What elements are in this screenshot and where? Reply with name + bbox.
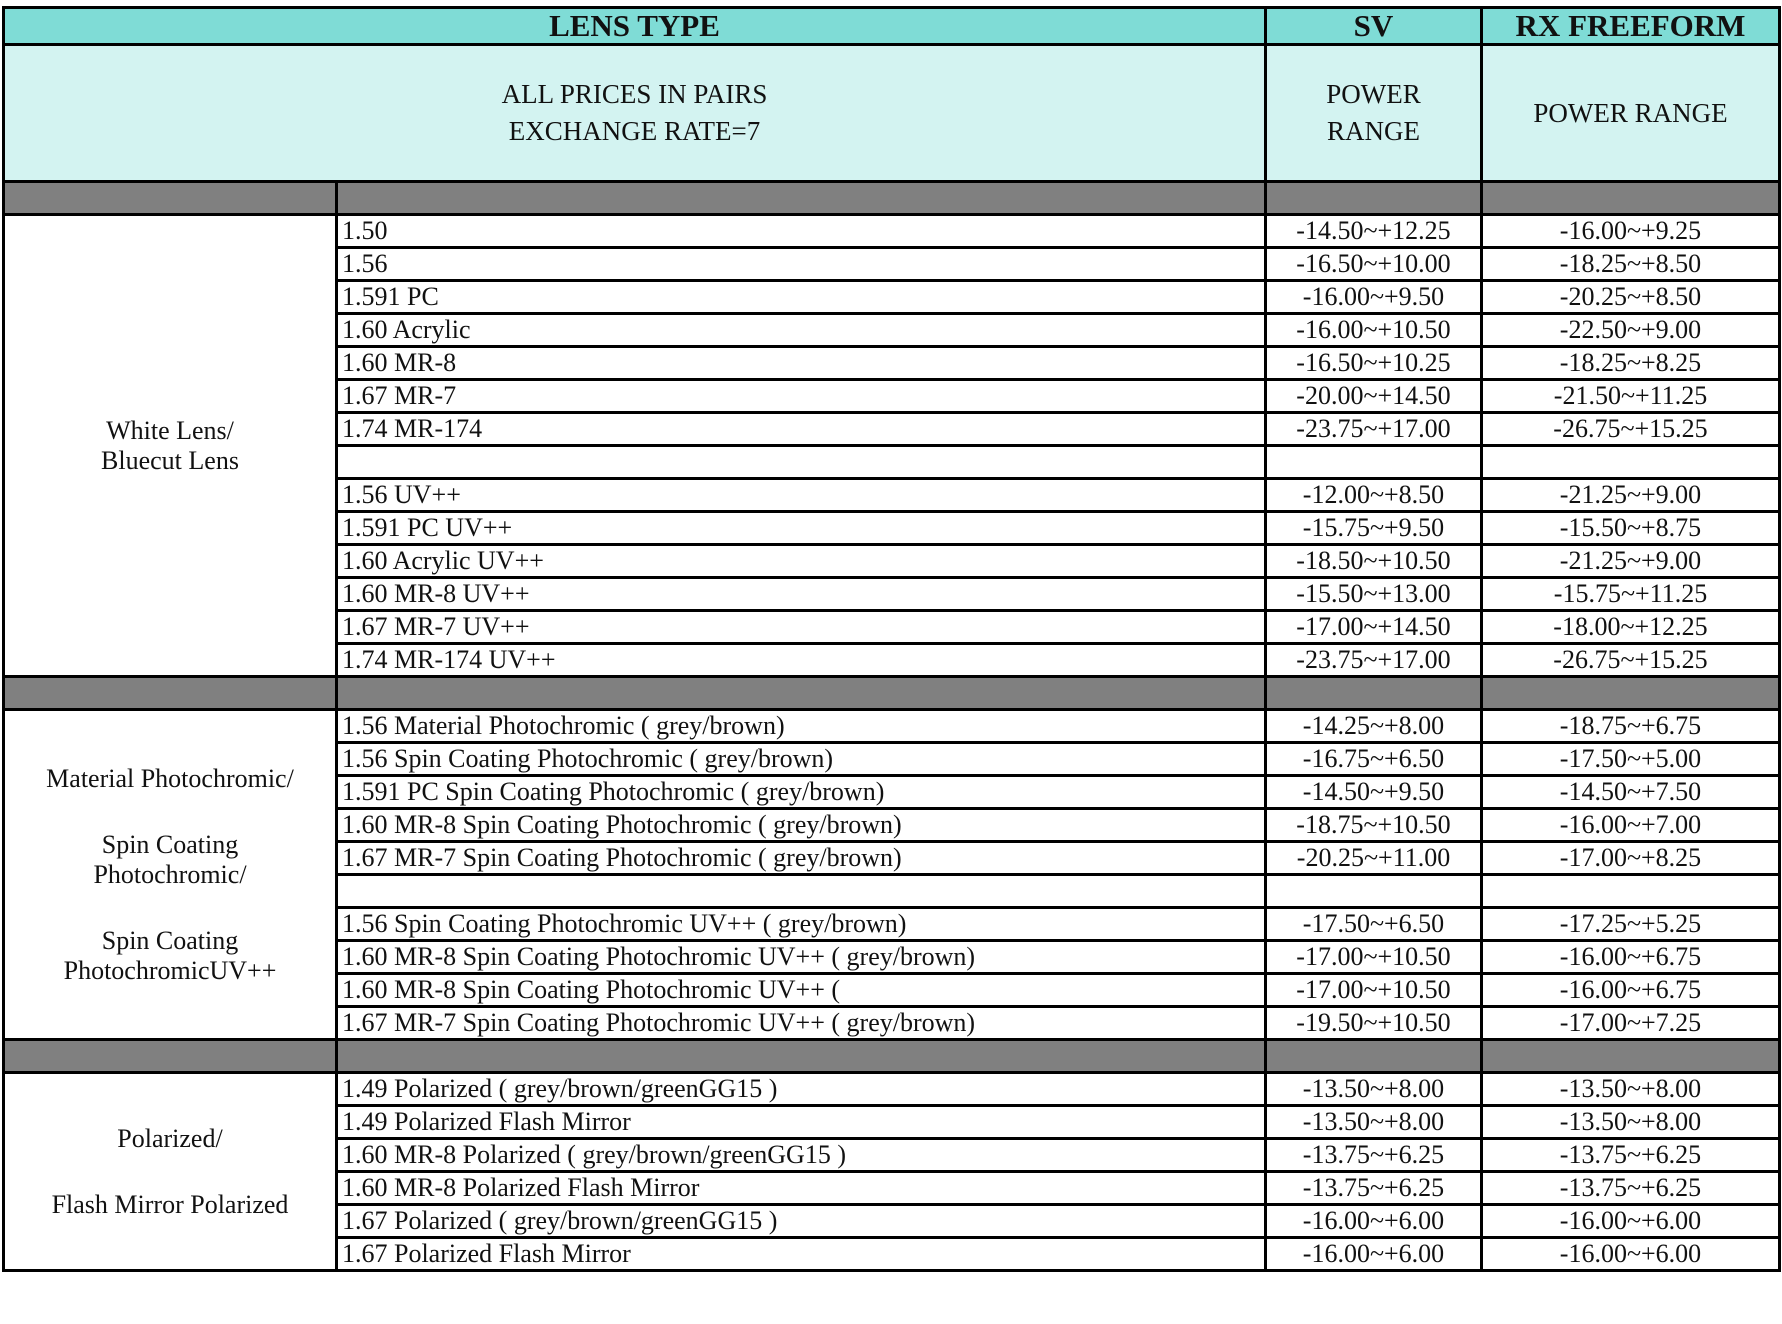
lens-name-cell: 1.60 MR-8: [337, 347, 1266, 380]
pricing-note-line2: EXCHANGE RATE=7: [508, 116, 761, 146]
sv-power-range-cell: -17.00~+10.50: [1266, 974, 1482, 1007]
rx-power-range-cell: -16.00~+9.25: [1482, 215, 1780, 248]
sv-power-range-cell: -16.00~+10.50: [1266, 314, 1482, 347]
separator-cell: [1482, 677, 1780, 710]
rx-power-range-cell: -18.00~+12.25: [1482, 611, 1780, 644]
sv-power-range-cell: -14.25~+8.00: [1266, 710, 1482, 743]
group-label-line: Photochromic/: [93, 859, 247, 889]
sv-power-range-cell: -14.50~+12.25: [1266, 215, 1482, 248]
separator-cell: [337, 677, 1266, 710]
pricing-note-line1: ALL PRICES IN PAIRS: [501, 79, 768, 109]
lens-type-header: LENS TYPE: [4, 8, 1266, 45]
separator-cell: [1482, 1040, 1780, 1073]
rx-power-range-label: POWER RANGE: [1482, 45, 1780, 182]
sv-power-range-cell: -16.50~+10.00: [1266, 248, 1482, 281]
separator-cell: [1266, 677, 1482, 710]
sv-power-range-cell: -13.50~+8.00: [1266, 1073, 1482, 1106]
sv-power-range-cell: -19.50~+10.50: [1266, 1007, 1482, 1040]
lens-power-range-table: [2, 6, 1781, 1272]
sv-sub-line1: POWER: [1326, 79, 1421, 109]
sv-power-range-cell: -20.00~+14.50: [1266, 380, 1482, 413]
group-label: [4, 215, 337, 677]
lens-name-cell: 1.67 Polarized ( grey/brown/greenGG15 ): [337, 1205, 1266, 1238]
rx-power-range-cell: -13.75~+6.25: [1482, 1172, 1780, 1205]
group-label-line: [5, 1154, 335, 1190]
lens-name-cell: 1.67 MR-7 Spin Coating Photochromic ( grey/brown): [337, 842, 1266, 875]
rx-power-range-cell: -14.50~+7.50: [1482, 776, 1780, 809]
separator-cell: [1266, 182, 1482, 215]
group-label-line: Bluecut Lens: [101, 445, 239, 475]
subheader-row: [4, 45, 1780, 182]
lens-name-cell: 1.74 MR-174: [337, 413, 1266, 446]
rx-freeform-header: RX FREEFORM: [1482, 8, 1780, 45]
lens-name-cell: 1.67 MR-7 Spin Coating Photochromic UV++ ( grey/brown): [337, 1007, 1266, 1040]
lens-name-cell: 1.60 MR-8 Polarized Flash Mirror: [337, 1172, 1266, 1205]
sv-power-range-cell: -14.50~+9.50: [1266, 776, 1482, 809]
separator-cell: [4, 677, 337, 710]
sv-power-range-cell: -13.75~+6.25: [1266, 1139, 1482, 1172]
rx-power-range-cell: -21.50~+11.25: [1482, 380, 1780, 413]
rx-power-range-cell: -18.75~+6.75: [1482, 710, 1780, 743]
rx-power-range-cell: -16.00~+7.00: [1482, 809, 1780, 842]
lens-name-cell: [337, 875, 1266, 908]
group-label: [4, 1073, 337, 1271]
table-row: [4, 215, 1780, 248]
rx-power-range-cell: -18.25~+8.50: [1482, 248, 1780, 281]
sv-power-range-cell: -13.75~+6.25: [1266, 1172, 1482, 1205]
sv-power-range-cell: -16.00~+9.50: [1266, 281, 1482, 314]
lens-name-cell: 1.60 MR-8 Spin Coating Photochromic UV++ ( grey/brown): [337, 941, 1266, 974]
sv-power-range-cell: -17.00~+10.50: [1266, 941, 1482, 974]
sv-sub-line2: RANGE: [1327, 116, 1420, 146]
lens-name-cell: 1.60 MR-8 Spin Coating Photochromic ( grey/brown): [337, 809, 1266, 842]
lens-name-cell: 1.60 Acrylic: [337, 314, 1266, 347]
rx-power-range-cell: -21.25~+9.00: [1482, 479, 1780, 512]
sv-power-range-cell: -23.75~+17.00: [1266, 413, 1482, 446]
lens-name-cell: 1.60 MR-8 UV++: [337, 578, 1266, 611]
lens-name-cell: 1.591 PC Spin Coating Photochromic ( grey/brown): [337, 776, 1266, 809]
rx-power-range-cell: [1482, 875, 1780, 908]
rx-power-range-cell: -13.50~+8.00: [1482, 1073, 1780, 1106]
pricing-note: [4, 45, 1266, 182]
sv-power-range-cell: -15.75~+9.50: [1266, 512, 1482, 545]
separator-cell: [1482, 182, 1780, 215]
rx-power-range-cell: -16.00~+6.75: [1482, 941, 1780, 974]
rx-power-range-cell: -16.00~+6.75: [1482, 974, 1780, 1007]
sv-power-range-label: [1266, 45, 1482, 182]
sv-power-range-cell: -16.50~+10.25: [1266, 347, 1482, 380]
lens-name-cell: 1.60 MR-8 Spin Coating Photochromic UV++ (: [337, 974, 1266, 1007]
sv-power-range-cell: [1266, 446, 1482, 479]
separator-cell: [337, 182, 1266, 215]
rx-power-range-cell: -22.50~+9.00: [1482, 314, 1780, 347]
lens-name-cell: 1.67 Polarized Flash Mirror: [337, 1238, 1266, 1271]
lens-name-cell: 1.49 Polarized Flash Mirror: [337, 1106, 1266, 1139]
rx-power-range-cell: -17.00~+7.25: [1482, 1007, 1780, 1040]
sv-power-range-cell: -17.00~+14.50: [1266, 611, 1482, 644]
group-separator-row: [4, 1040, 1780, 1073]
sv-power-range-cell: -17.50~+6.50: [1266, 908, 1482, 941]
table-row: [4, 1073, 1780, 1106]
rx-power-range-cell: -18.25~+8.25: [1482, 347, 1780, 380]
separator-cell: [337, 1040, 1266, 1073]
lens-name-cell: 1.50: [337, 215, 1266, 248]
group-label: [4, 710, 337, 1040]
lens-name-cell: 1.60 Acrylic UV++: [337, 545, 1266, 578]
lens-name-cell: 1.591 PC: [337, 281, 1266, 314]
lens-name-cell: 1.67 MR-7 UV++: [337, 611, 1266, 644]
table-row: [4, 710, 1780, 743]
lens-name-cell: 1.60 MR-8 Polarized ( grey/brown/greenGG15 ): [337, 1139, 1266, 1172]
group-separator-row: [4, 677, 1780, 710]
sv-power-range-cell: -16.00~+6.00: [1266, 1238, 1482, 1271]
group-label-line: White Lens/: [106, 415, 234, 445]
sv-power-range-cell: -23.75~+17.00: [1266, 644, 1482, 677]
lens-name-cell: 1.56 Spin Coating Photochromic UV++ ( grey/brown): [337, 908, 1266, 941]
group-label-line: Flash Mirror Polarized: [51, 1189, 289, 1219]
group-label-line: Material Photochromic/: [46, 763, 294, 793]
sv-power-range-cell: -15.50~+13.00: [1266, 578, 1482, 611]
rx-power-range-cell: -17.50~+5.00: [1482, 743, 1780, 776]
lens-name-cell: 1.67 MR-7: [337, 380, 1266, 413]
rx-power-range-cell: -15.75~+11.25: [1482, 578, 1780, 611]
lens-name-cell: 1.56 Spin Coating Photochromic ( grey/brown): [337, 743, 1266, 776]
rx-power-range-cell: -21.25~+9.00: [1482, 545, 1780, 578]
rx-power-range-cell: [1482, 446, 1780, 479]
rx-power-range-cell: -20.25~+8.50: [1482, 281, 1780, 314]
sv-power-range-cell: -18.75~+10.50: [1266, 809, 1482, 842]
rx-power-range-cell: -26.75~+15.25: [1482, 644, 1780, 677]
group-label-line: Polarized/: [117, 1123, 223, 1153]
sv-power-range-cell: -18.50~+10.50: [1266, 545, 1482, 578]
sv-power-range-cell: -13.50~+8.00: [1266, 1106, 1482, 1139]
separator-cell: [1266, 1040, 1482, 1073]
group-separator-row: [4, 182, 1780, 215]
group-label-line: Spin Coating: [101, 925, 239, 955]
lens-name-cell: 1.56 UV++: [337, 479, 1266, 512]
sv-power-range-cell: -16.75~+6.50: [1266, 743, 1482, 776]
separator-cell: [4, 1040, 337, 1073]
rx-power-range-cell: -17.00~+8.25: [1482, 842, 1780, 875]
rx-power-range-cell: -13.50~+8.00: [1482, 1106, 1780, 1139]
rx-power-range-cell: -15.50~+8.75: [1482, 512, 1780, 545]
group-label-line: [5, 890, 335, 926]
lens-name-cell: 1.49 Polarized ( grey/brown/greenGG15 ): [337, 1073, 1266, 1106]
lens-name-cell: 1.74 MR-174 UV++: [337, 644, 1266, 677]
sv-header: SV: [1266, 8, 1482, 45]
rx-power-range-cell: -13.75~+6.25: [1482, 1139, 1780, 1172]
sv-power-range-cell: -20.25~+11.00: [1266, 842, 1482, 875]
sv-power-range-cell: -16.00~+6.00: [1266, 1205, 1482, 1238]
lens-name-cell: 1.56: [337, 248, 1266, 281]
group-label-line: PhotochromicUV++: [63, 955, 277, 985]
sv-power-range-cell: [1266, 875, 1482, 908]
sv-power-range-cell: -12.00~+8.50: [1266, 479, 1482, 512]
table-body: [4, 182, 1780, 1271]
lens-name-cell: [337, 446, 1266, 479]
lens-name-cell: 1.56 Material Photochromic ( grey/brown): [337, 710, 1266, 743]
group-label-line: [5, 794, 335, 830]
lens-name-cell: 1.591 PC UV++: [337, 512, 1266, 545]
rx-power-range-cell: -16.00~+6.00: [1482, 1238, 1780, 1271]
rx-power-range-cell: -26.75~+15.25: [1482, 413, 1780, 446]
rx-power-range-cell: -17.25~+5.25: [1482, 908, 1780, 941]
rx-power-range-cell: -16.00~+6.00: [1482, 1205, 1780, 1238]
separator-cell: [4, 182, 337, 215]
title-row: [4, 8, 1780, 45]
group-label-line: Spin Coating: [101, 829, 239, 859]
